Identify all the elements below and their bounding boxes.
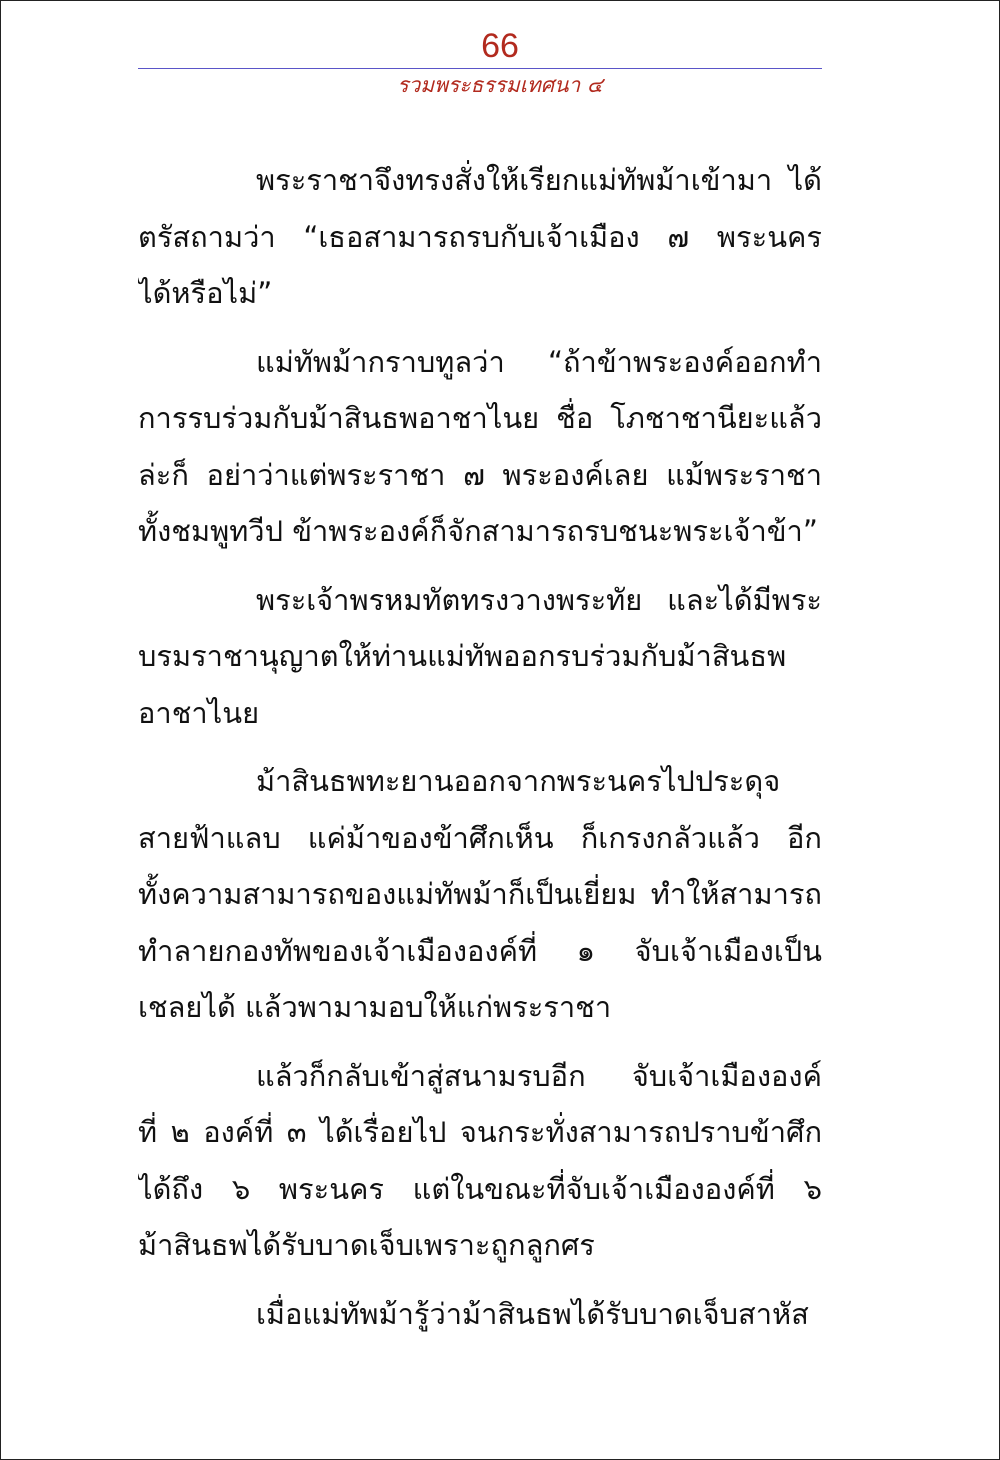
text-line: ทั้งชมพูทวีป ข้าพระองค์ก็จักสามารถรบชนะพระเจ้าข้า” bbox=[138, 514, 818, 548]
paragraph bbox=[138, 572, 822, 742]
paragraph bbox=[138, 1286, 822, 1343]
text-line: ม้าสินธพได้รับบาดเจ็บเพราะถูกลูกศร bbox=[138, 1228, 595, 1262]
paragraph bbox=[138, 753, 822, 1036]
text-line: อาชาไนย bbox=[138, 695, 260, 730]
text-line: ล่ะก็ อย่าว่าแต่พระราชา ๗ พระองค์เลย แม้พระราชา bbox=[138, 457, 822, 492]
text-line: พระเจ้าพรหมทัตทรงวางพระทัย และได้มีพระ bbox=[256, 582, 822, 617]
text-line: สายฟ้าแลบ แค่ม้าของข้าศึกเห็น ก็เกรงกลัวแล้ว อีก bbox=[138, 820, 822, 855]
text-line: ม้าสินธพทะยานออกจากพระนครไปประดุจ bbox=[256, 764, 781, 798]
paragraph bbox=[138, 1048, 822, 1274]
text-line: ที่ ๒ องค์ที่ ๓ ได้เรื่อยไป จนกระทั่งสามารถปราบข้าศึก bbox=[138, 1115, 822, 1149]
text-line: แล้วก็กลับเข้าสู่สนามรบอีก จับเจ้าเมืององค์ bbox=[256, 1058, 822, 1093]
header-divider bbox=[138, 68, 822, 69]
text-line: เชลยได้ แล้วพามามอบให้แก่พระราชา bbox=[138, 990, 612, 1024]
text-line: บรมราชานุญาตให้ท่านแม่ทัพออกรบร่วมกับม้าสินธพ bbox=[138, 639, 787, 673]
text-line: แม่ทัพม้ากราบทูลว่า “ถ้าข้าพระองค์ออกทำ bbox=[256, 344, 822, 379]
text-line: พระราชาจึงทรงสั่งให้เรียกแม่ทัพม้าเข้ามา ได้ bbox=[256, 163, 822, 197]
text-line: การรบร่วมกับม้าสินธพอาชาไนย ชื่อ โภชาชานียะแล้ว bbox=[138, 401, 822, 435]
page-number: 66 bbox=[481, 27, 519, 65]
text-line: ทั้งความสามารถของแม่ทัพม้าก็เป็นเยี่ยม ทำให้สามารถ bbox=[138, 877, 822, 911]
text-line: ทำลายกองทัพของเจ้าเมืององค์ที่ ๑ จับเจ้าเมืองเป็น bbox=[138, 933, 822, 968]
paragraph bbox=[138, 152, 822, 322]
text-line: ได้หรือไม่” bbox=[138, 276, 273, 310]
page-body bbox=[138, 152, 822, 1342]
text-line: ได้ถึง ๖ พระนคร แต่ในขณะที่จับเจ้าเมืององค์ที่ ๖ bbox=[138, 1171, 822, 1206]
book-title: รวมพระธรรมเทศนา ๔ bbox=[397, 73, 603, 97]
text-line: ตรัสถามว่า “เธอสามารถรบกับเจ้าเมือง ๗ พระนคร bbox=[138, 219, 822, 254]
text-line: เมื่อแม่ทัพม้ารู้ว่าม้าสินธพได้รับบาดเจ็บสาหัส bbox=[256, 1296, 809, 1331]
paragraph bbox=[138, 334, 822, 560]
